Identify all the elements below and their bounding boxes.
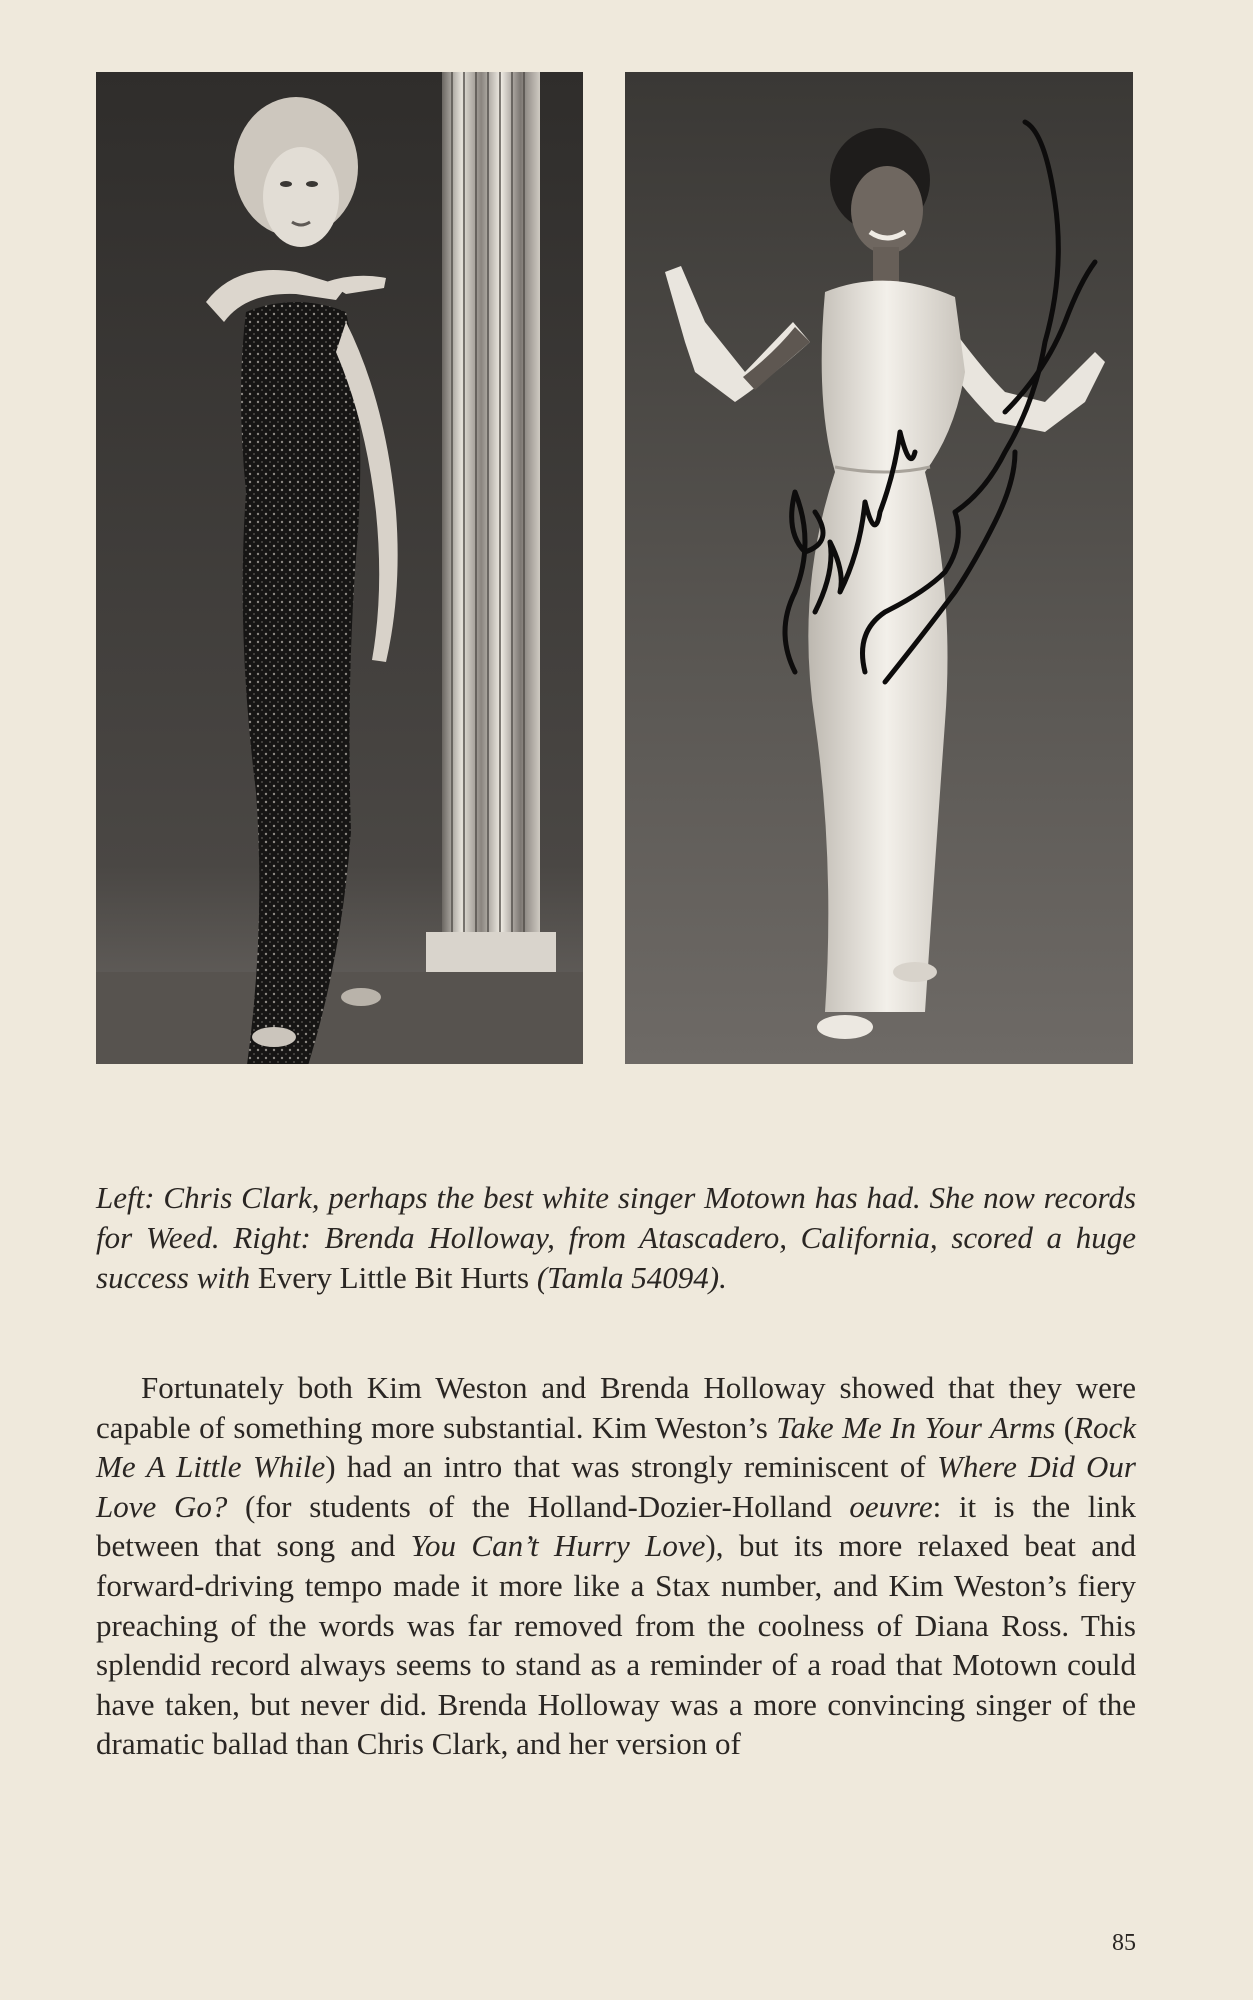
caption-right-text: Brenda Holloway, from Atascadero, California, scored a huge success with bbox=[96, 1220, 1136, 1295]
song-title-you-cant-hurry-love: You Can’t Hurry Love bbox=[410, 1528, 706, 1564]
photo-singer-white-dress-icon bbox=[625, 72, 1133, 1064]
caption-left-label: Left: bbox=[96, 1180, 155, 1215]
page-number: 85 bbox=[1112, 1930, 1136, 1956]
photo-chris-clark bbox=[96, 72, 583, 1064]
body-paragraph bbox=[96, 1368, 1136, 1764]
song-title-where-did-our-love-go: Where Did Our Love Go? bbox=[96, 1449, 1136, 1524]
caption-left-text: Chris Clark, perhaps the best white singer Motown has had. She now records for Weed. bbox=[96, 1180, 1137, 1255]
body-text-segment: Fortunately both Kim Weston and Brenda Holloway showed that they were capable of something more substantial. Kim Weston’s bbox=[96, 1370, 1136, 1445]
body-text-segment: ) had an intro that was strongly reminiscent of bbox=[325, 1449, 938, 1485]
body-text-segment: : it is the link between that song and bbox=[96, 1488, 1136, 1564]
photo-singer-black-sequined-gown-icon bbox=[96, 72, 583, 1064]
italic-term-oeuvre: oeuvre bbox=[849, 1488, 933, 1524]
photo-caption bbox=[96, 1178, 1136, 1298]
photo-brenda-holloway bbox=[625, 72, 1133, 1064]
caption-catalog-number: (Tamla 54094). bbox=[536, 1260, 727, 1295]
song-title-take-me-in-your-arms: Take Me In Your Arms bbox=[776, 1409, 1056, 1445]
caption-song-title: Every Little Bit Hurts bbox=[257, 1260, 530, 1295]
body-text-segment: ), but its more relaxed beat and forward-driving tempo made it more like a Stax number, and Kim Weston’s fiery preaching of the words was far removed from the coolness of Diana Ross. This splendid record always seems to stand as a reminder of a road that Motown could have taken, but never did. Brenda Holloway was a more convincing singer of the dramatic ballad than Chris Clark, and her version of bbox=[96, 1528, 1136, 1762]
paragraph bbox=[96, 1368, 1136, 1764]
caption-right-label: Right: bbox=[233, 1220, 311, 1255]
body-text-segment: ( bbox=[1055, 1409, 1075, 1445]
song-title-rock-me-a-little-while: Rock Me A Little While bbox=[96, 1409, 1137, 1485]
body-text-segment: (for students of the Holland-Dozier-Holland bbox=[227, 1488, 850, 1524]
